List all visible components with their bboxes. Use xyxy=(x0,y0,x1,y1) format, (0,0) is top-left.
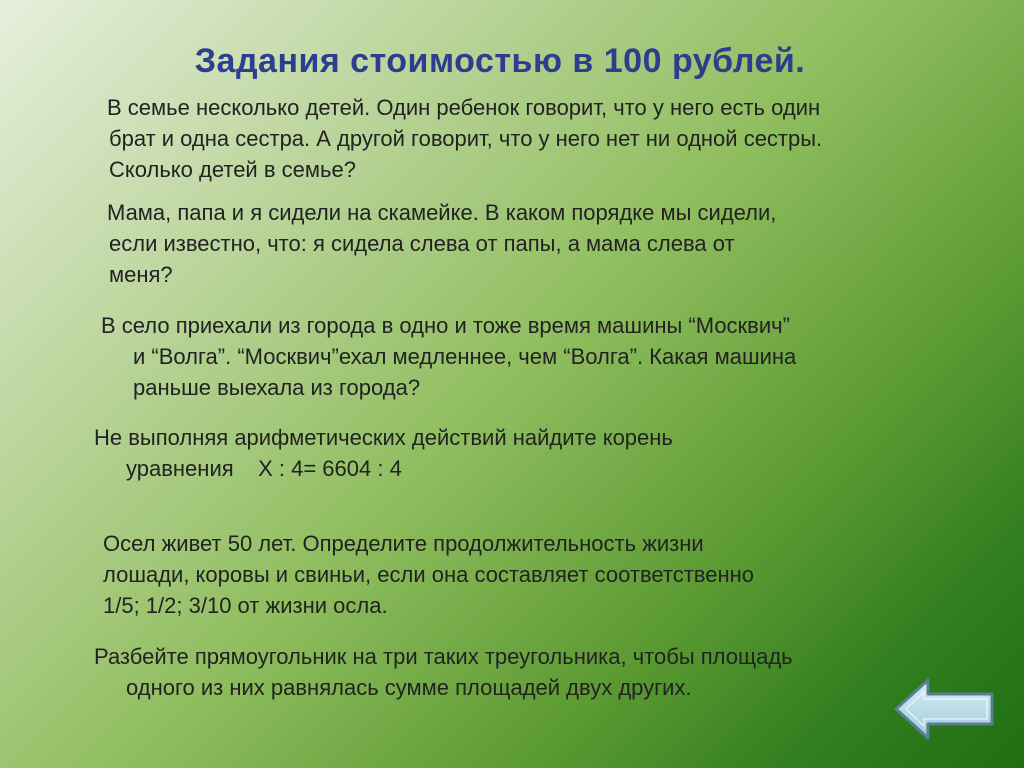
task-1-line-2: брат и одна сестра. А другой говорит, что у него нет ни одной сестры. xyxy=(109,126,823,151)
task-5-line-2: лошади, коровы и свиньи, если она составляет соответственно xyxy=(103,562,754,587)
task-4-line-2: уравнения Х : 4= 6604 : 4 xyxy=(126,456,402,481)
task-3 xyxy=(101,310,796,403)
task-3-line-1: В село приехали из города в одно и тоже время машины “Москвич” xyxy=(101,313,790,338)
task-1 xyxy=(107,92,822,185)
task-2-line-1: Мама, папа и я сидели на скамейке. В каком порядке мы сидели, xyxy=(107,200,777,225)
task-6 xyxy=(94,641,793,703)
task-1-line-1: В семье несколько детей. Один ребенок говорит, что у него есть один xyxy=(107,95,821,120)
task-4-line-1: Не выполняя арифметических действий найдите корень xyxy=(94,425,673,450)
task-1-line-3: Сколько детей в семье? xyxy=(109,157,356,182)
task-3-line-2: и “Волга”. “Москвич”ехал медленнее, чем “Волга”. Какая машина xyxy=(133,344,797,369)
task-6-line-2: одного из них равнялась сумме площадей двух других. xyxy=(126,675,692,700)
task-2-line-3: меня? xyxy=(109,262,173,287)
slide-title: Задания стоимостью в 100 рублей. xyxy=(194,42,806,80)
task-3-line-3: раньше выехала из города? xyxy=(133,375,421,400)
task-5 xyxy=(103,528,754,621)
task-4 xyxy=(94,422,673,484)
left-arrow-icon xyxy=(894,678,996,740)
back-button[interactable] xyxy=(894,678,996,740)
task-5-line-1: Осел живет 50 лет. Определите продолжительность жизни xyxy=(103,531,704,556)
task-6-line-1: Разбейте прямоугольник на три таких треугольника, чтобы площадь xyxy=(94,644,793,669)
task-2 xyxy=(107,197,776,290)
task-5-line-3: 1/5; 1/2; 3/10 от жизни осла. xyxy=(103,593,388,618)
task-2-line-2: если известно, что: я сидела слева от папы, а мама слева от xyxy=(109,231,735,256)
